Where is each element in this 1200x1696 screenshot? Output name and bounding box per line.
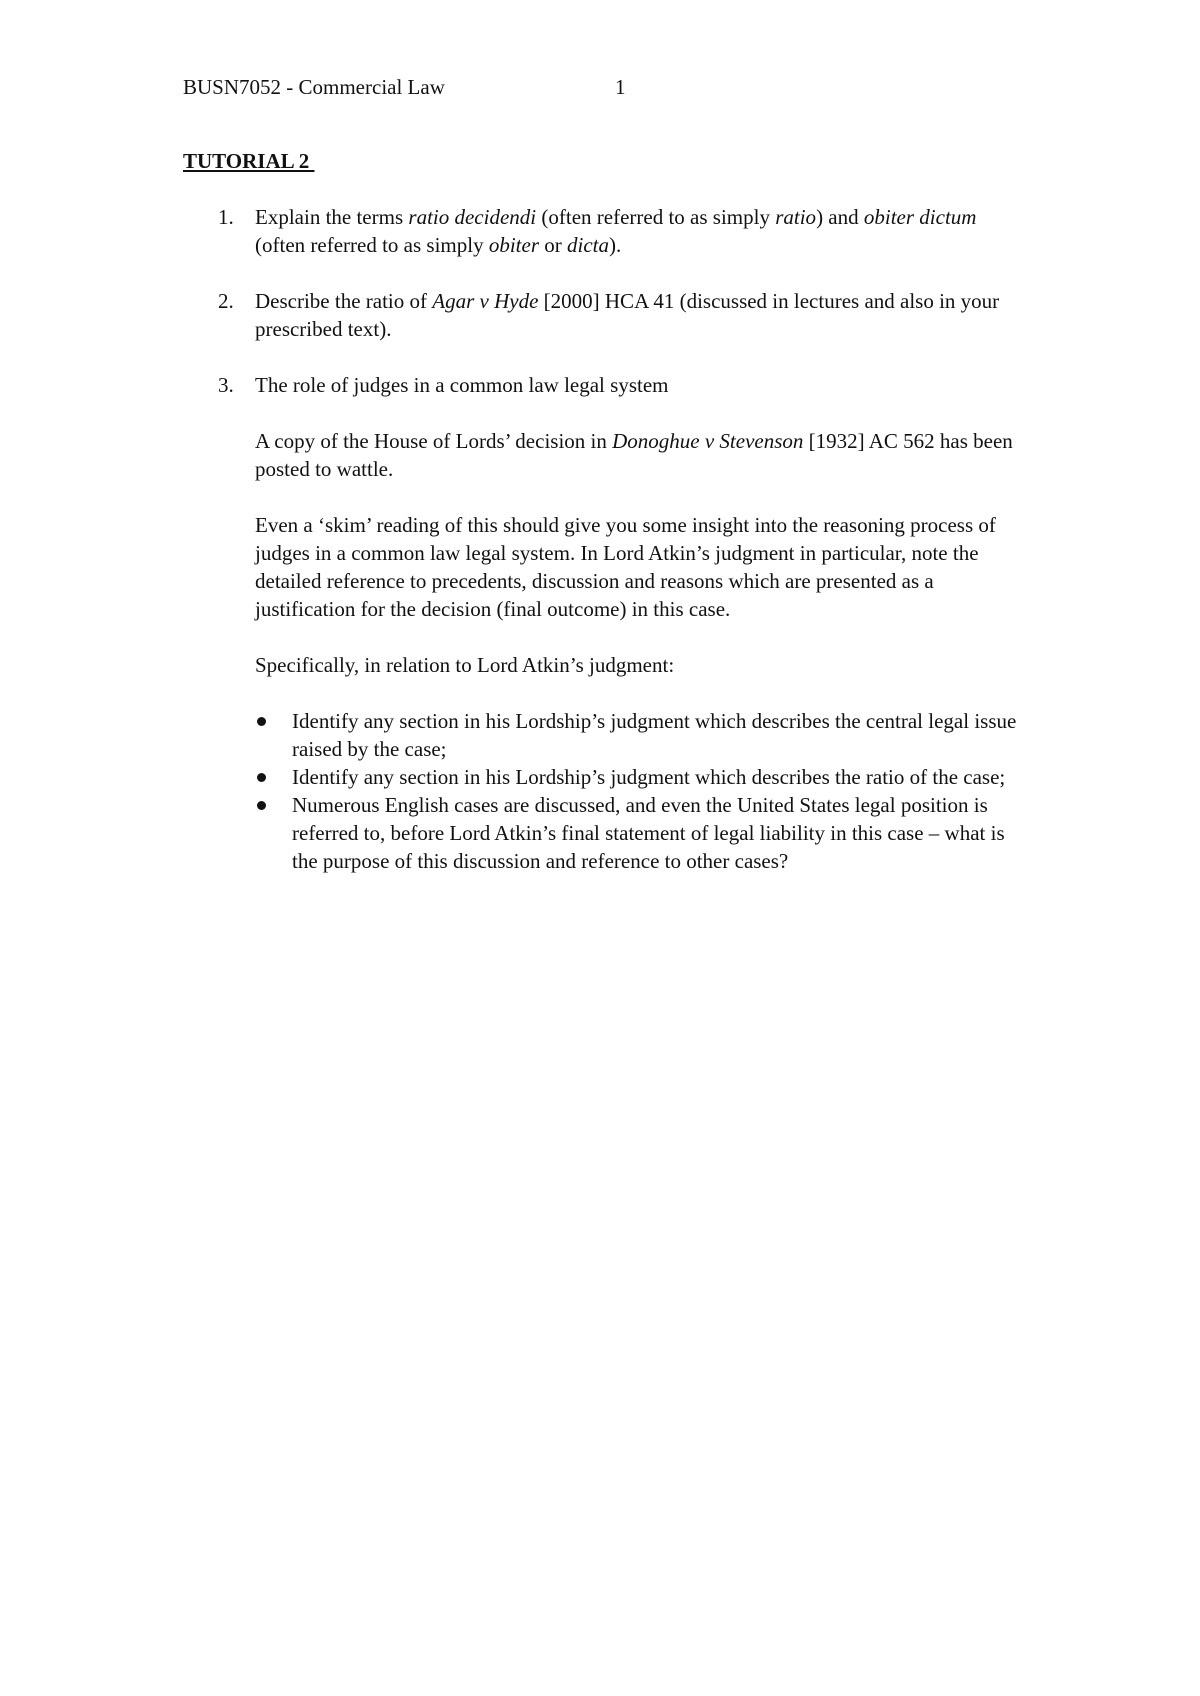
italic-text-run: dicta (567, 233, 610, 257)
text-run: Describe the ratio of (255, 289, 433, 313)
question-item (218, 203, 1028, 259)
bullet-item (255, 791, 1028, 875)
bullet-dot-icon (257, 801, 266, 810)
question-paragraph (255, 651, 1028, 679)
question-paragraph (255, 427, 1028, 483)
bullet-dot-icon (257, 717, 266, 726)
text-run: (often referred to as simply (255, 233, 489, 257)
italic-text-run: Donoghue v Stevenson (612, 429, 804, 453)
bullet-list (255, 707, 1028, 875)
text-run: ) and (816, 205, 864, 229)
question-text (255, 203, 1028, 259)
text-run: or (539, 233, 568, 257)
page-number: 1 (615, 75, 626, 99)
tutorial-title: TUTORIAL 2 (183, 149, 315, 173)
question-list (218, 203, 1028, 903)
text-run: Specifically, in relation to Lord Atkin’s judgment: (255, 653, 675, 677)
bullet-text: Numerous English cases are discussed, and even the United States legal position is referred to, before Lord Atkin’s final statement of legal liability in this case – what is the purpose of this discussion and reference to other cases? (292, 793, 1005, 873)
question-number: 3. (218, 373, 234, 397)
question-number: 2. (218, 289, 234, 313)
question-item (218, 287, 1028, 343)
text-run: [1932] AC 562 has been posted to wattle. (255, 429, 1013, 481)
bullet-text: Identify any section in his Lordship’s judgment which describes the ratio of the case; (292, 765, 1006, 789)
italic-text-run: obiter dictum (863, 205, 977, 229)
text-run: (often referred to as simply (536, 205, 776, 229)
italic-text-run: obiter (488, 233, 540, 257)
question-paragraph (255, 511, 1028, 623)
text-run: ). (609, 233, 622, 257)
bullet-item (255, 763, 1028, 791)
italic-text-run: ratio decidendi (408, 205, 537, 229)
text-run: A copy of the House of Lords’ decision in (255, 429, 613, 453)
text-run: Even a ‘skim’ reading of this should give you some insight into the reasoning process of judges in a common law legal system. In Lord Atkin’s judgment in particular, note the detailed reference to precedents, discussion and reasons which are presented as a justification for the decision (final outcome) in this case. (255, 513, 996, 621)
text-run: Explain the terms (255, 205, 409, 229)
question-number: 1. (218, 205, 234, 229)
question-heading: The role of judges in a common law legal system (255, 373, 669, 397)
course-title: BUSN7052 - Commercial Law (183, 75, 445, 99)
text-run: [2000] HCA 41 (discussed in lectures and also in your prescribed text). (255, 289, 1000, 341)
bullet-item (255, 707, 1028, 763)
bullet-text: Identify any section in his Lordship’s judgment which describes the central legal issue raised by the case; (292, 709, 1017, 761)
italic-text-run: ratio (775, 205, 817, 229)
question-item (218, 371, 1028, 875)
bullet-dot-icon (257, 773, 266, 782)
question-text (255, 287, 1028, 343)
italic-text-run: Agar v Hyde (432, 289, 539, 313)
